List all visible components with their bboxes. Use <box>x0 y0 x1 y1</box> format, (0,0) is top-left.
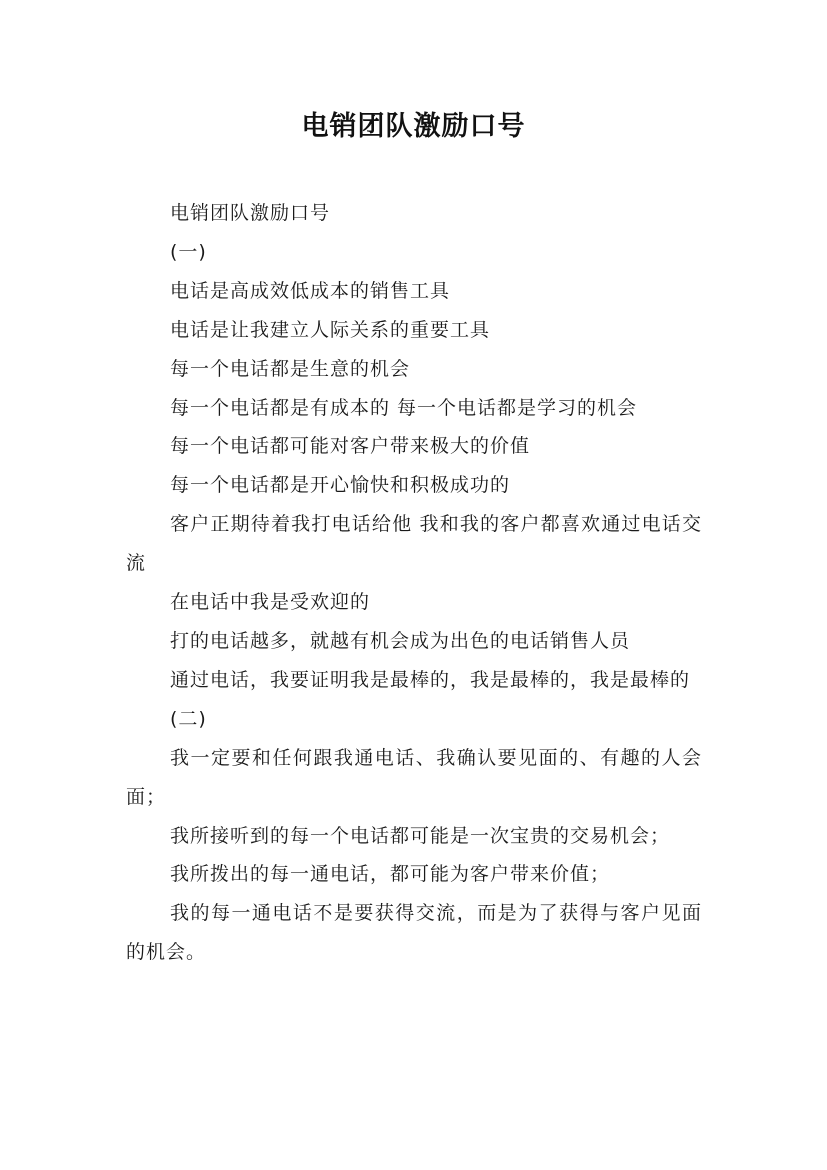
document-body <box>126 194 702 972</box>
paragraph: 每一个电话都可能对客户带来极大的价值 <box>170 435 531 458</box>
paragraph: 在电话中我是受欢迎的 <box>170 591 371 614</box>
paragraph: 我一定要和任何跟我通电话、我确认要见面的、有趣的人会面； <box>126 746 702 808</box>
paragraph: 打的电话越多，就越有机会成为出色的电话销售人员 <box>170 629 631 652</box>
paragraph: 每一个电话都是生意的机会 <box>170 357 411 380</box>
paragraph: 电销团队激励口号 <box>170 202 331 224</box>
paragraph: 我所接听到的每一个电话都可能是一次宝贵的交易机会； <box>170 824 671 847</box>
document-title: 电销团队激励口号 <box>301 111 526 142</box>
paragraph: 电话是让我建立人际关系的重要工具 <box>170 318 491 341</box>
paragraph: (二) <box>170 707 207 730</box>
paragraph: 我所拨出的每一通电话，都可能为客户带来价值； <box>170 863 611 886</box>
paragraph: 每一个电话都是有成本的 每一个电话都是学习的机会 <box>170 396 638 419</box>
paragraph: 我的每一通电话不是要获得交流，而是为了获得与客户见面的机会。 <box>126 902 702 964</box>
paragraph: (一) <box>170 240 207 263</box>
paragraph: 客户正期待着我打电话给他 我和我的客户都喜欢通过电话交流 <box>126 513 702 575</box>
paragraph: 电话是高成效低成本的销售工具 <box>170 279 451 302</box>
paragraph: 每一个电话都是开心愉快和积极成功的 <box>170 474 511 497</box>
paragraph: 通过电话，我要证明我是最棒的，我是最棒的，我是最棒的 <box>170 668 691 691</box>
